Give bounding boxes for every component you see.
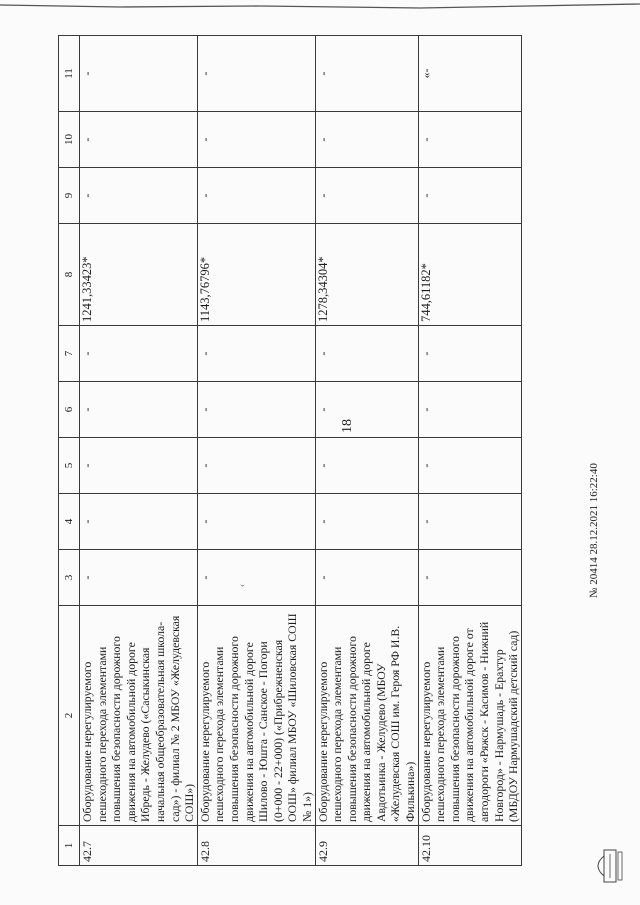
table-row xyxy=(418,36,521,866)
row-number: 42.10 xyxy=(418,826,521,866)
table-header-row xyxy=(59,36,80,866)
cell-col-6: - xyxy=(197,382,315,438)
cell-col-7: - xyxy=(197,326,315,382)
registration-stamp-icon xyxy=(590,848,626,884)
cell-col-11: - xyxy=(315,36,418,112)
row-object-name: Оборудование нерегулируемого пешеходного перехода элементами повышения безопасности дорожного движения на автомобильной дороге Шилово - Юшта - Санское - Погори (0+000 - 22+000) («Прибрежненская ООШ» филиал МБОУ «Шиловская СОШ № 1») xyxy=(197,606,315,826)
cell-col-8-amount: 1278,34304* xyxy=(315,224,418,326)
cell-col-9: - xyxy=(418,168,521,224)
cell-col-3: - xyxy=(315,550,418,606)
cell-col-4: - xyxy=(315,494,418,550)
cell-col-6: - xyxy=(80,382,198,438)
row-number: 42.7 xyxy=(80,826,198,866)
cell-col-11: «- xyxy=(418,36,521,112)
cell-col-5: - xyxy=(418,438,521,494)
header-col-4: 4 xyxy=(59,494,80,550)
cell-col-11: - xyxy=(80,36,198,112)
object-table xyxy=(58,35,522,866)
cell-col-5: - xyxy=(315,438,418,494)
registration-footer: № 20414 28.12.2021 16:22:40 xyxy=(588,463,600,598)
cell-col-11: - xyxy=(197,36,315,112)
header-col-11: 11 xyxy=(59,36,80,112)
cell-col-4: - xyxy=(80,494,198,550)
cell-col-8-amount: 1241,33423* xyxy=(80,224,198,326)
cell-col-5: - xyxy=(80,438,198,494)
cell-col-3: - xyxy=(80,550,198,606)
cell-col-5: - xyxy=(197,438,315,494)
cell-col-9: - xyxy=(80,168,198,224)
page-number: 18 xyxy=(340,419,355,433)
cell-col-8-amount: 744,61182* xyxy=(418,224,521,326)
header-col-2: 2 xyxy=(59,606,80,826)
cell-col-7: - xyxy=(80,326,198,382)
header-col-8: 8 xyxy=(59,224,80,326)
scan-top-edge xyxy=(0,0,640,10)
cell-col-4: - xyxy=(197,494,315,550)
rotated-table-wrapper xyxy=(58,36,521,866)
cell-col-10: - xyxy=(80,112,198,168)
row-number: 42.9 xyxy=(315,826,418,866)
header-col-7: 7 xyxy=(59,326,80,382)
cell-col-3: - xyxy=(418,550,521,606)
header-col-5: 5 xyxy=(59,438,80,494)
cell-col-8-amount: 1143,76796* xyxy=(197,224,315,326)
table-row xyxy=(315,36,418,866)
row-object-name: Оборудование нерегулируемого пешеходного перехода элементами повышения безопасности дорожного движения на автомобильной дороге Ибредь - Желудево («Сасыкинская начальная общеобразовательная школа-сад») - филиал № 2 МБОУ «Желудевская СОШ») xyxy=(80,606,198,826)
cell-col-6: - xyxy=(418,382,521,438)
table-row xyxy=(80,36,198,866)
header-col-1: 1 xyxy=(59,826,80,866)
row-object-name: Оборудование нерегулируемого пешеходного перехода элементами повышения безопасности дорожного движения на автомобильной дороге Авдотьинка - Желудево (МБОУ «Желудевская СОШ им. Героя РФ И.В. Филькина») xyxy=(315,606,418,826)
row-number: 42.8 xyxy=(197,826,315,866)
cell-col-10: - xyxy=(197,112,315,168)
cell-col-7: - xyxy=(418,326,521,382)
cell-col-9: - xyxy=(315,168,418,224)
header-col-10: 10 xyxy=(59,112,80,168)
table-row xyxy=(197,36,315,866)
cell-col-4: - xyxy=(418,494,521,550)
cell-col-10: - xyxy=(418,112,521,168)
header-col-9: 9 xyxy=(59,168,80,224)
header-col-3: 3 xyxy=(59,550,80,606)
cell-col-7: - xyxy=(315,326,418,382)
cell-col-6: - xyxy=(315,382,418,438)
cell-col-10: - xyxy=(315,112,418,168)
row-object-name: Оборудование нерегулируемого пешеходного перехода элементами повышения безопасности дорожного движения на автомобильной дороге от автодороги «Ряжск - Касимов - Нижний Новгород» - Нармушадь - Ерахтур (МБДОУ Нармушадский детский сад) xyxy=(418,606,521,826)
cell-col-9: - xyxy=(197,168,315,224)
header-col-6: 6 xyxy=(59,382,80,438)
cell-col-3: - xyxy=(197,550,315,606)
scan-mark: ‹ xyxy=(237,583,249,588)
